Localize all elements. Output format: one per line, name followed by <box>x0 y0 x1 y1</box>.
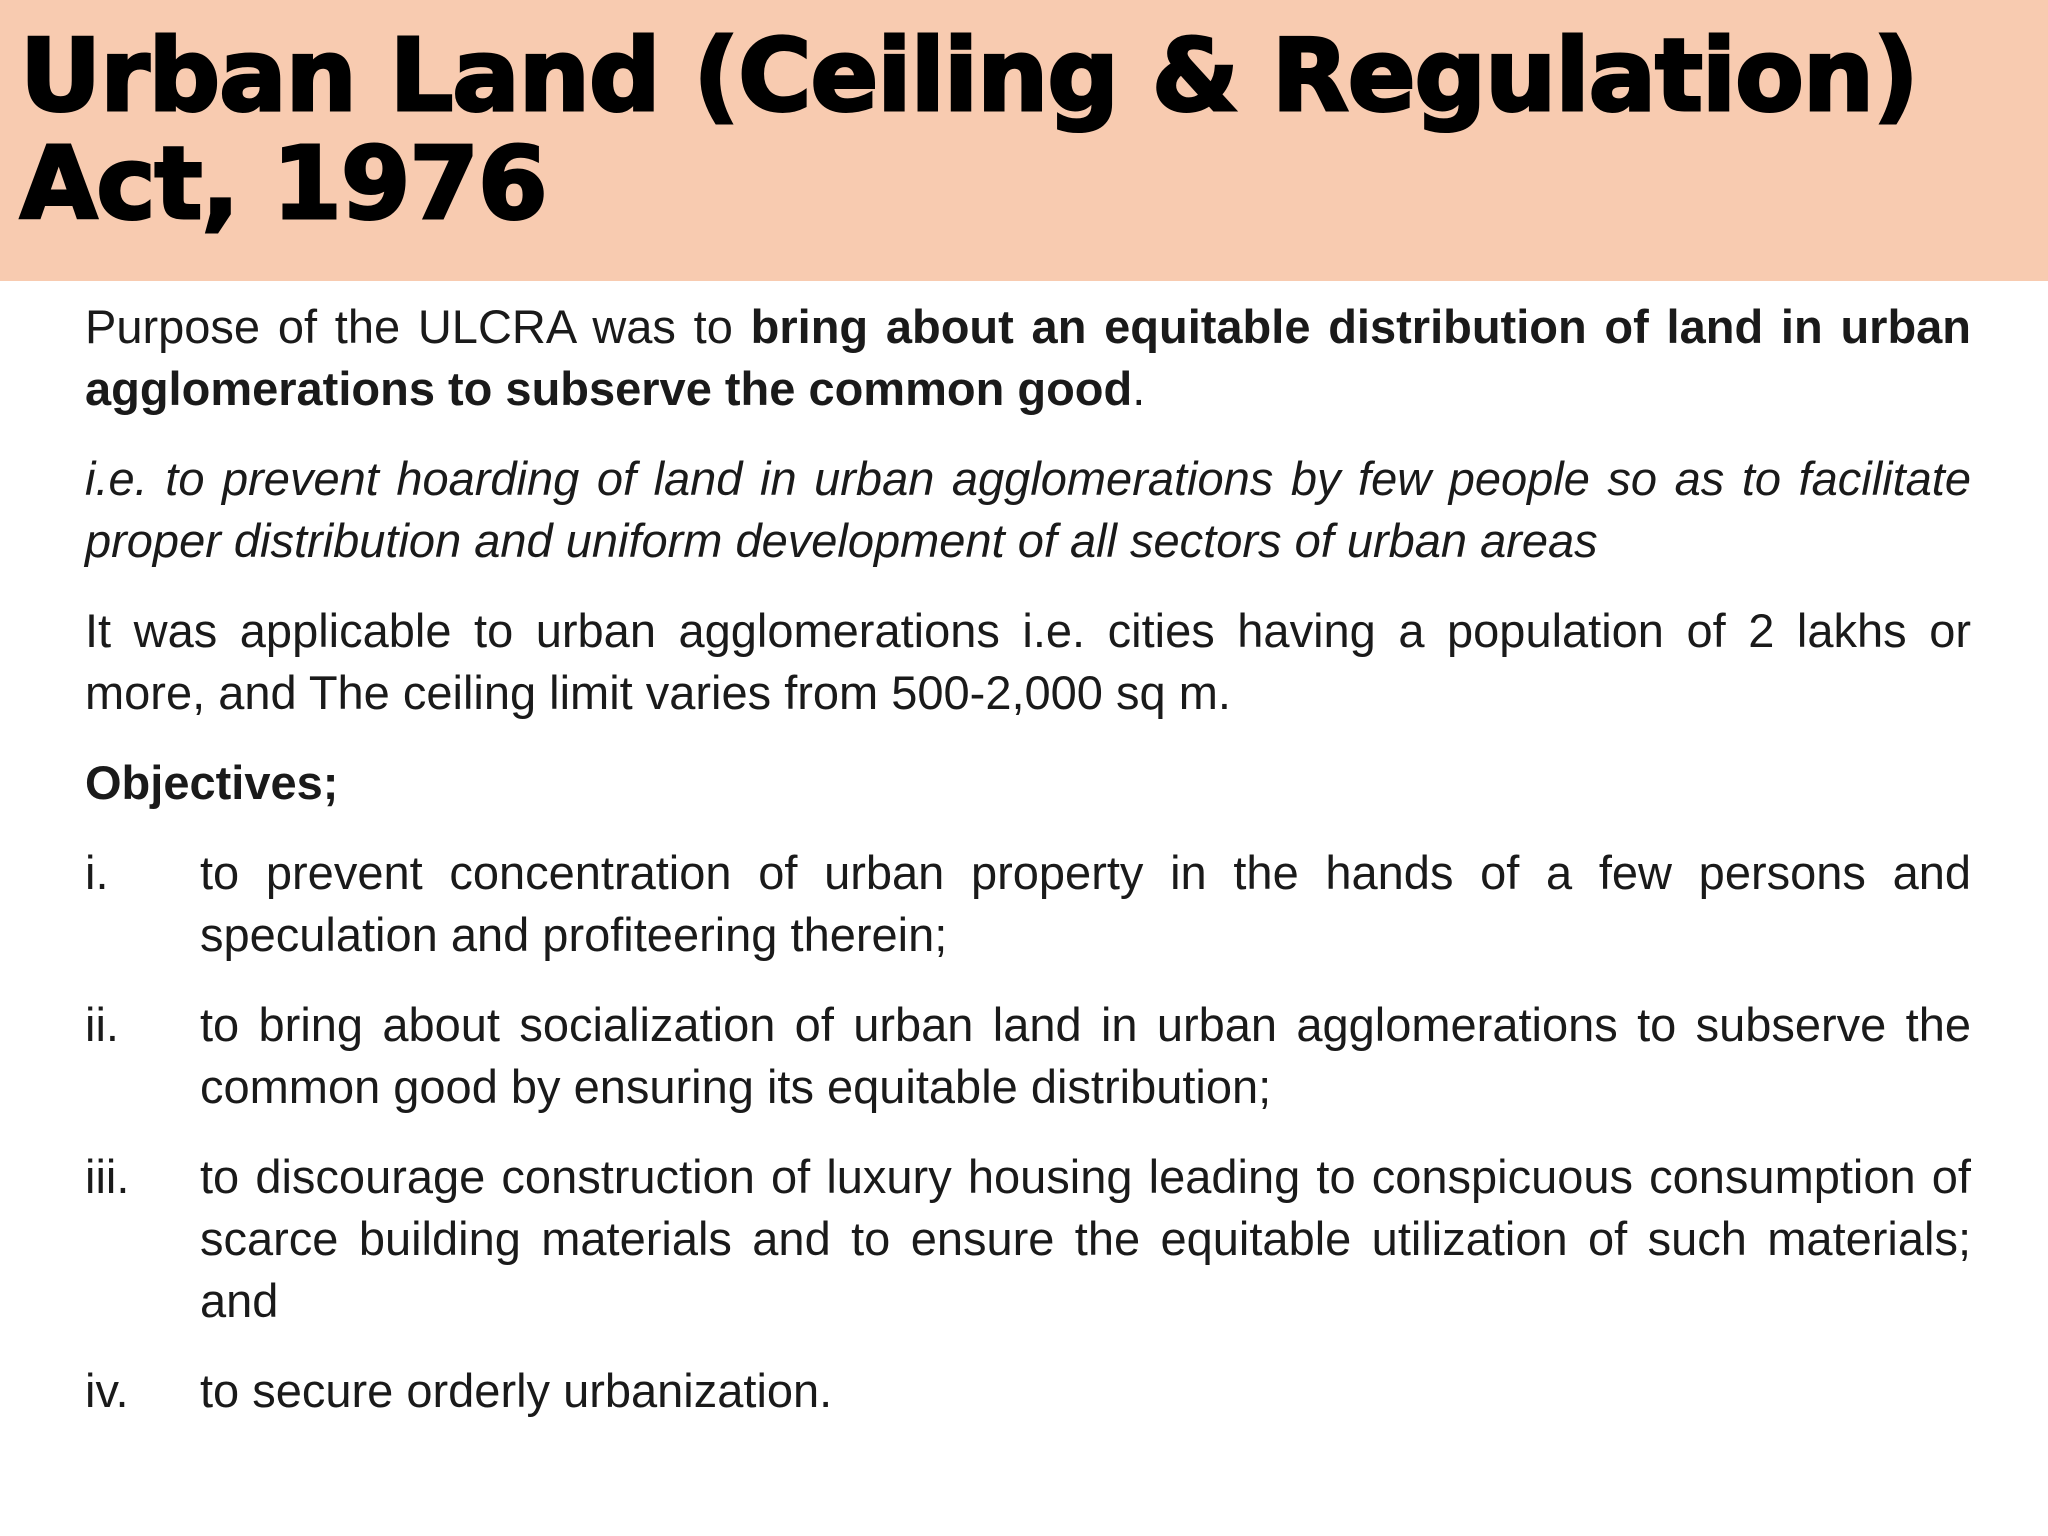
objective-number: i. <box>85 846 109 899</box>
objectives-heading: Objectives; <box>85 756 339 809</box>
objective-text: to bring about socialization of urban land in urban agglomerations to subserve the common good by ensuring its equitable distribution; <box>200 998 1971 1113</box>
explanation-paragraph: i.e. to prevent hoarding of land in urban agglomerations by few people so as to facilitate proper distribution and uniform development of all sectors of urban areas <box>85 452 1971 567</box>
slide-title <box>20 17 1918 242</box>
objective-item <box>85 1146 1971 1332</box>
title-line-2: Act, 1976 <box>20 125 547 242</box>
slide-body <box>85 296 1971 1450</box>
purpose-prefix: Purpose of the ULCRA was to <box>85 300 751 353</box>
objective-item <box>85 842 1971 966</box>
objective-item <box>85 994 1971 1118</box>
objective-text: to secure orderly urbanization. <box>200 1364 833 1417</box>
purpose-suffix: . <box>1132 362 1146 415</box>
purpose-emphasis: bring about an equitable distribution of land in urban agglomerations to subserve the common good <box>85 300 1972 415</box>
objective-number: iii. <box>85 1150 130 1203</box>
objective-item <box>85 1360 1971 1422</box>
applicability-paragraph: It was applicable to urban agglomerations i.e. cities having a population of 2 lakhs or more, and The ceiling limit varies from 500-2,000 sq m. <box>85 604 1971 719</box>
objective-text: to prevent concentration of urban property in the hands of a few persons and speculation and profiteering therein; <box>200 846 1971 961</box>
objective-number: iv. <box>85 1364 129 1417</box>
objective-text: to discourage construction of luxury housing leading to conspicuous consumption of scarce building materials and to ensure the equitable utilization of such materials; and <box>200 1150 1971 1327</box>
title-line-1: Urban Land (Ceiling & Regulation) <box>20 17 1918 134</box>
objective-number: ii. <box>85 998 119 1051</box>
purpose-paragraph <box>85 296 1971 420</box>
title-band <box>0 0 2048 281</box>
